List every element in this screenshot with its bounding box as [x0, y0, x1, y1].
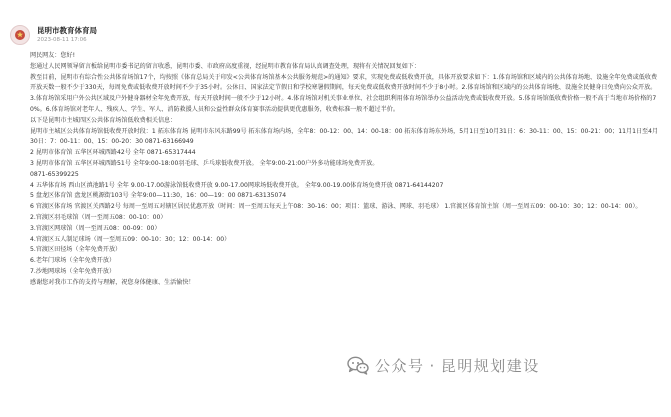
- venue-row: 0871-65399225: [30, 170, 79, 178]
- venue-row: 昆明市主城区公共体育场馆低收费开放时段：1 拓东体育场 昆明市东风东路99号 拓东体育场内场，全年8：00-12：00、14：00-18：00 拓东体育场东外场，5月1日至10月31日：6：30-11：00、15：00-21：00；11月1日至4月30日：7：00-11：00、15：00-20：30 0871-63166949: [30, 127, 659, 146]
- watermark-account-name: 昆明规划建设: [440, 357, 540, 375]
- author-block: [37, 25, 97, 45]
- body-line: 以下是昆明市主城四区公共体育场馆低收费相关信息：: [30, 116, 177, 124]
- post-timestamp: 2023-08-11 17:06: [37, 37, 87, 43]
- sub-venue-item: 6.老年门球场（全年免费开放）: [30, 257, 116, 265]
- venue-row: 4 五华体育场 西山区滇池路1号 全年 9.00-17.00游泳馆低收费开放 9.00-17.00网球场低收费开放。 全年9.00-19.00体育场免费开放 0871-64144207: [30, 181, 444, 189]
- venue-row: 5 盘龙区体育馆 盘龙区桃源街103号 全年9:00—11:30，16：00—19：00 0871-63135074: [30, 192, 287, 200]
- emblem-icon: [14, 29, 26, 41]
- sub-venue-item: 3.官渡区网球馆（周一至周五08：00-09：00）: [30, 224, 161, 232]
- author-name[interactable]: 昆明市教育体育局: [37, 26, 97, 35]
- body-line: 您通过人民网领导留言板给昆明市委书记的留言收悉，昆明市委、市政府高度重视，经昆明市教育体育局认真调查处理，现将有关情况回复如下：: [30, 62, 420, 70]
- watermark-label: [375, 355, 540, 376]
- venue-row: 6 官渡区体育场 官渡区关西路2号 每周一至周五对辖区居民优惠开放（时间：周一至周五每天上午08：30-16：00；项目：篮球、游泳、网球、羽毛球） 1.官渡区体育馆主馆（周一至周五09：00-10：30；12：00-14：00）。: [30, 203, 642, 211]
- venue-row: 2 昆明市体育馆 五华区环城西路42号 全年 0871-65317444: [30, 149, 196, 157]
- venue-row: 3 昆明市体育馆 五华区环城西路51号 全年9:00-18:00羽毛球、乒乓球低收费开放。 全年9:00-21:00户外多功能球场免费开放。: [30, 159, 379, 167]
- watermark-prefix: 公众号: [375, 357, 425, 375]
- wechat-icon: [347, 356, 369, 375]
- greeting: 网民网友：您好!: [30, 52, 76, 59]
- wechat-watermark: [347, 355, 540, 376]
- reply-body: [30, 51, 660, 289]
- body-line: 教至目前，昆明市有综合性公共体育场馆17个，均按照《体育总局关于印发<公共体育场馆基本公共服务规范>的通知》要求，实现免费或低收费开放，具体开放要求如下：1.体育场馆和区域内的公共体育场地、设施全年免费或低收费开放天数一般不少于330天，每周免费或低收费开放时间不少于35小时。公休日、国家法定节假日和学校寒暑假期间，每天免费或低收费开放时间不少于8小时。2.体育场馆和区域内的公共体育场地、设施全民健身日免费向公众开放。3.体育场馆采用户外公共区域及户外健身器材全年免费开放，每天开放时间一般不少于12小时。4.体育场馆对机关事业单位、社会组织利用体育场馆举办公益活动免费或低收费开放。5.体育场馆低收费价格一般不高于当地市场价格的70%。6.体育场馆对老年人、残疾人、学生、军人、消防救援人员和公益性群众体育赛事活动提供更优惠服务，收费标准一般不超过半价。: [30, 73, 658, 113]
- sub-venue-item: 7.沙地网球场（全年免费开放）: [30, 267, 116, 275]
- avatar[interactable]: [10, 25, 30, 45]
- sub-venue-item: 2.官渡区羽毛球馆（周一至周五08：00-10：00）: [30, 213, 167, 221]
- sub-venue-item: 4.官渡区五人制足球场（周一至周五09：00-10：30；12：00-14：00）: [30, 235, 231, 243]
- closing-line: 感谢您对我市工作的支持与理解，祝您身体健康、生活愉快！: [30, 278, 195, 286]
- sub-venue-item: 5.官渡区田径场（全年免费开放）: [30, 246, 122, 254]
- watermark-separator: ·: [429, 357, 436, 375]
- post-header: [10, 22, 97, 48]
